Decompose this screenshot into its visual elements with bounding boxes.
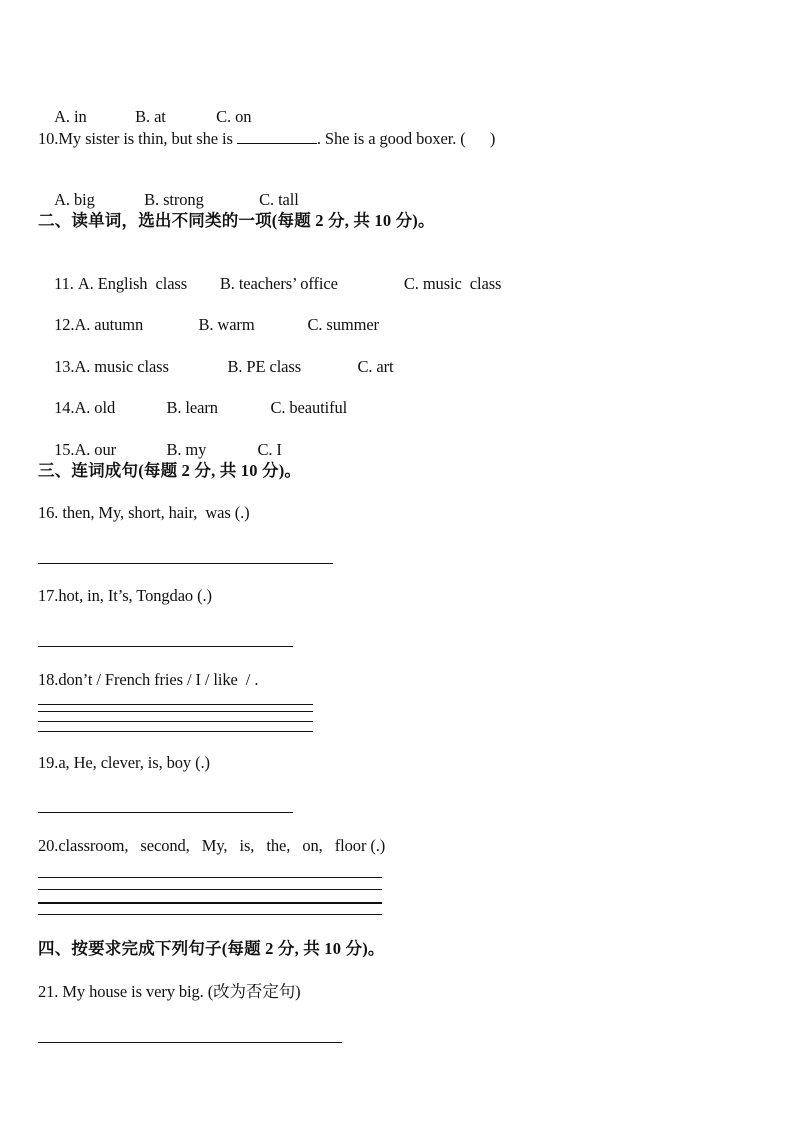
question-16: 16. then, My, short, hair, was (.) (38, 503, 250, 522)
option: C. summer (307, 315, 379, 334)
section-2-title: 二、读单词，选出不同类的一项(每题 2 分, 共 10 分)。 (38, 211, 435, 230)
q10-text-after: . She is a good boxer. ( ) (316, 129, 496, 148)
section-3-title: 三、连词成句(每题 2 分, 共 10 分)。 (38, 461, 302, 480)
answer-line[interactable] (38, 721, 313, 722)
question-20: 20.classroom, second, My, is, the, on, floor (.) (38, 836, 386, 855)
option: A. English class (77, 274, 188, 293)
q10-stem (38, 129, 495, 149)
option: A. our (74, 440, 116, 459)
answer-line[interactable] (38, 902, 382, 904)
question-18: 18.don’t / French fries / I / like / . (38, 670, 259, 689)
answer-line[interactable] (38, 646, 293, 647)
option: C. art (357, 357, 394, 376)
option: A. old (74, 398, 116, 417)
option: C. music class (403, 274, 502, 293)
option: B. warm (198, 315, 255, 334)
option: C. beautiful (270, 398, 348, 417)
question-19: 19.a, He, clever, is, boy (.) (38, 753, 210, 772)
question-number: 14. (54, 398, 75, 417)
option: B. learn (166, 398, 218, 417)
option: C. tall (259, 190, 299, 209)
question-number: 11. (54, 274, 74, 293)
option: B. PE class (227, 357, 302, 376)
answer-line[interactable] (38, 704, 313, 705)
question-17: 17.hot, in, It’s, Tongdao (.) (38, 586, 212, 605)
answer-line[interactable] (38, 731, 313, 732)
answer-line[interactable] (38, 812, 293, 813)
answer-line[interactable] (38, 889, 382, 890)
option: A. autumn (74, 315, 144, 334)
option: A. music class (74, 357, 169, 376)
answer-line[interactable] (38, 877, 382, 878)
option: B. teachers’ office (219, 274, 338, 293)
answer-line[interactable] (38, 563, 333, 564)
option: A. big (54, 190, 95, 209)
question-number: 12. (54, 315, 75, 334)
option: A. in (54, 107, 87, 126)
option: C. on (216, 107, 252, 126)
section-4-title: 四、按要求完成下列句子(每题 2 分, 共 10 分)。 (38, 939, 385, 958)
answer-line[interactable] (38, 1042, 342, 1043)
answer-blank[interactable] (237, 129, 317, 144)
option: B. strong (144, 190, 204, 209)
answer-line[interactable] (38, 711, 313, 712)
answer-line[interactable] (38, 914, 382, 915)
option: B. at (135, 107, 166, 126)
option: C. I (257, 440, 282, 459)
question-number: 13. (54, 357, 75, 376)
question-number: 15. (54, 440, 75, 459)
question-21: 21. My house is very big. (改为否定句) (38, 982, 301, 1001)
q10-text-before: 10.My sister is thin, but she is (38, 129, 237, 148)
option: B. my (166, 440, 207, 459)
